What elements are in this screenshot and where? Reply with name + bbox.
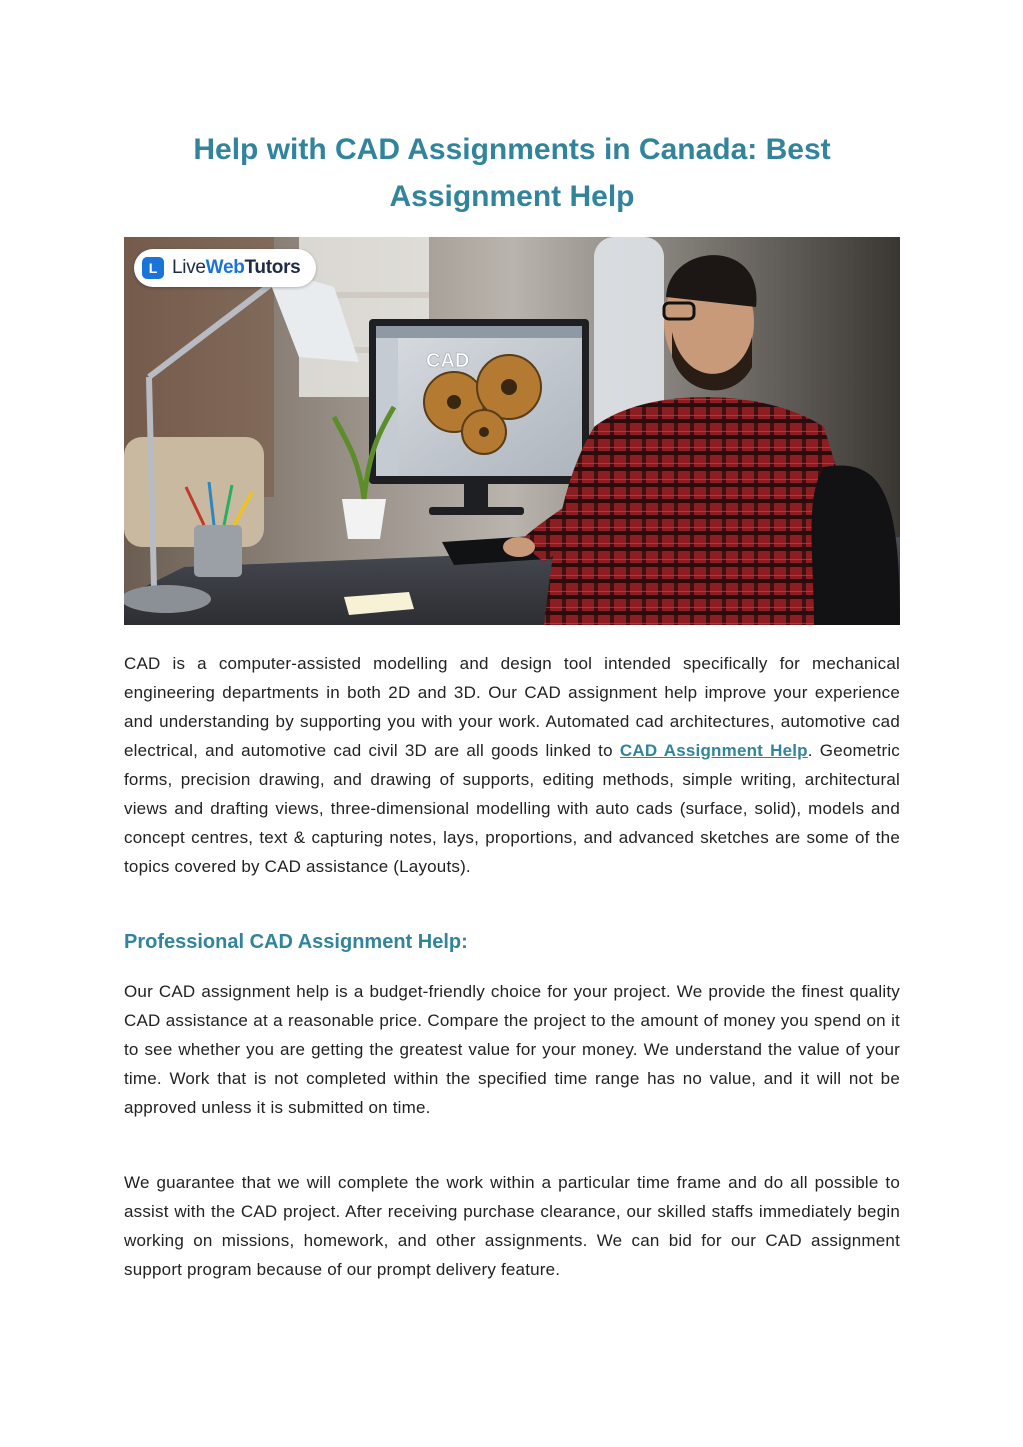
cad-assignment-help-link[interactable]: CAD Assignment Help — [619, 741, 808, 760]
section-heading: Professional CAD Assignment Help: — [124, 931, 468, 953]
page-title: Help with CAD Assignments in Canada: Best Assignment Help — [193, 133, 831, 213]
screen-label: CAD — [426, 350, 470, 372]
intro-paragraph: CAD is a computer-assisted modelling and design tool intended specifically for mechanical engineering departments in both 2D and 3D. Our CAD assignment help improve your experience and understanding by supporting you with your work. Automated cad architectures, automotive cad electrical, and automotive cad civil 3D are all goods linked to CAD Assignment Help. Geometric forms, precision drawing, and drawing of supports, editing methods, simple writing, architectural views and drafting views, three-dimensional modelling with auto cads (surface, solid), models and concept centres, text & capturing notes, lays, proportions, and advanced sketches are some of the topics covered by CAD assistance (Layouts). — [124, 654, 901, 876]
livewebtutors-logo — [134, 249, 316, 287]
paragraph-guarantee: We guarantee that we will complete the work within a particular time frame and do all possible to assist with the CAD project. After receiving purchase clearance, our skilled staffs immediately begin working on missions, homework, and other assignments. We can bid for our CAD assignment support program because of our prompt delivery feature. — [124, 1173, 900, 1279]
paragraph-professional-help: Our CAD assignment help is a budget-friendly choice for your project. We provide the finest quality CAD assistance at a reasonable price. Compare the project to the amount of money you spend on it to see whether you are getting the greatest value for your money. We understand the value of your time. Work that is not completed within the specified time range has no value, and it will not be approved unless it is submitted on time. — [124, 982, 900, 1117]
hero-image — [124, 237, 900, 625]
logo-mark-icon: L — [142, 257, 164, 279]
hero-illustration — [124, 237, 900, 625]
logo-wordmark: LiveWebTutors — [172, 257, 301, 278]
